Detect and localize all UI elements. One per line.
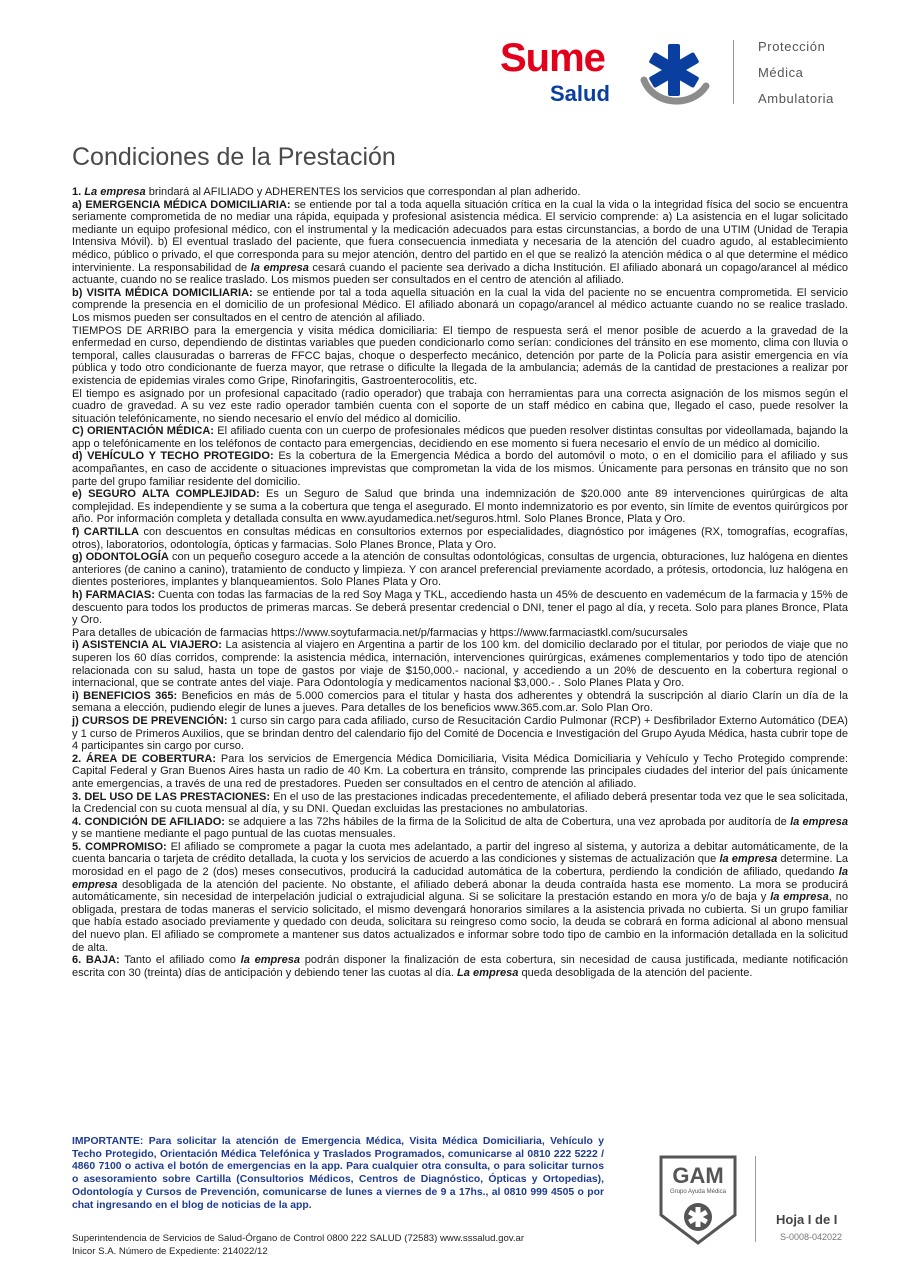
clause-paragraph (72, 639, 848, 689)
tagline-line-3: Ambulatoria (758, 91, 834, 106)
clause-text: con un pequeño coseguro accede a la atención de consultas odontológicas, consultas de urgencia, obturaciones, luz halógena en dientes anteriores (de canino a canino), tratamiento de conducto y limpieza. Y con arancel preferencial previamente acordado, a prótesis, ortodoncia, luz halógena en dientes posteriores, implantes y blanqueamientos. Solo Planes Plata y Oro. (72, 551, 848, 589)
clause-paragraph (72, 627, 848, 640)
clause-paragraph (72, 488, 848, 526)
gam-logo-subtitle: Grupo Ayuda Médica (670, 1189, 726, 1195)
expediente-line: Inicor S.A. Número de Expediente: 214022/12 (72, 1246, 268, 1257)
clause-paragraph (72, 425, 848, 450)
clause-heading: la empresa (72, 866, 848, 891)
clause-text: El afiliado se compromete a pagar la cuota mes adelantado, a partir del ingreso al sistema, y autoriza a debitar automáticamente, de la cuenta bancaria o tarjeta de crédito detallada, la cuota y los servicios de acuerdo a las condiciones y sistemas de actualización que (72, 840, 848, 866)
clause-heading: 3. DEL USO DE LAS PRESTACIONES: (72, 790, 271, 803)
conditions-body (72, 186, 848, 979)
gam-logo-name: GAM (672, 1163, 724, 1188)
clause-text: se entiende por tal a toda aquella situación en la cual la vida del paciente no se encuentra comprometida. El servicio comprende la presencia en el domicilio de un profesional Médico. El afiliado abonará un copago/arancel al médico actuante cuando no se realice traslado. Los mismos pueden ser consultados en el centro de atención al afiliado. (72, 286, 848, 324)
header-divider (733, 40, 734, 104)
clause-text: Es la cobertura de la Emergencia Médica a bordo del automóvil o moto, o en el domicilio para el afiliado y sus acompañantes, en caso de accidente o situaciones imprevistas que comprometan la vida de los mismos. Únicamente para personas en tránsito que no son parte del grupo familiar residente del domicilio. (72, 450, 848, 488)
clause-heading: e) SEGURO ALTA COMPLEJIDAD: (72, 488, 260, 501)
clause-text: con descuentos en consultas médicas en consultorios externos por especialidades, diagnóstico por imágenes (RX, tomografías, ecografías, otros), laboratorios, odontología, ópticas y farmacias. Solo Planes Bronce, Plata y Oro. (72, 526, 848, 551)
clause-paragraph (72, 954, 848, 979)
clause-text: podrán disponer la finalización de esta cobertura, sin necesidad de causa justificada, mediante notificación escrita con 30 (treinta) días de anticipación y debiendo tener las cuotas al día. (72, 954, 848, 979)
clause-paragraph (72, 287, 848, 325)
clause-text: se adquiere a las 72hs hábiles de la firma de la Solicitud de alta de Cobertura, una vez aprobada por auditoría de (224, 815, 791, 828)
important-notice: IMPORTANTE: Para solicitar la atención de Emergencia Médica, Visita Médica Domiciliaria, Vehículo y Techo Protegido, Orientación Médica Telefónica y Traslados Programados, comunicarse al 0810 222 5222 / 4860 7100 o activa el botón de emergencias en la app. Para cualquier otra consulta, o para solicitar turnos o asesoramiento sobre Cartilla (Consultorios Médicos, Centros de Diagnóstico, Ópticas y Ortopedias), Odontología y Cursos de Prevención, comunicarse de lunes a viernes de 9 a 17hs., al 0810 999 4505 o por chat ingresando en el blog de noticias de la app. (72, 1136, 604, 1211)
clause-text: desobligada de la atención del paciente. No obstante, el afiliado deberá abonar la deuda contraída hasta ese momento. La mora se producirá automáticamente, sin necesidad de interpelación judicial o extrajudicial alguna. Si se solicitare la prestación estando en mora y/o de baja y (72, 878, 848, 904)
clause-heading: i) ASISTENCIA AL VIAJERO: (72, 639, 222, 652)
clause-paragraph (72, 753, 848, 791)
footer-divider (755, 1156, 756, 1242)
clause-text: Es un Seguro de Salud que brinda una indemnización de $20.000 ante 89 intervenciones quirúrgicas de alta complejidad. Es independiente y se suma a la cobertura que tenga el asegurado. El monto indemnizatorio es por evento, sin límite de eventos quirúrgicos por año. Por información completa y detallada consulta en www.ayudamedica.net/seguros.html. Solo Planes Bronce, Plata y Oro. (72, 488, 849, 526)
clause-text: determine. La morosidad en el pago de 2 (dos) meses consecutivos, producirá la caducidad automática de la cobertura, perdiendo la condición de afiliado, quedando (72, 853, 848, 879)
clause-heading: C) ORIENTACIÓN MÉDICA: (72, 425, 214, 438)
clause-heading: a) EMERGENCIA MÉDICA DOMICILIARIA: (72, 198, 291, 211)
clause-paragraph (72, 715, 848, 753)
clause-heading: La empresa (457, 966, 519, 979)
star-of-life-icon (636, 40, 712, 108)
clause-paragraph (72, 186, 848, 199)
clause-text: Para los servicios de Emergencia Médica Domiciliaria, Visita Médica Domiciliaria y Vehículo y Techo Protegido comprende: Capital Federal y Gran Buenos Aires hasta un radio de 40 Km. La cobertura en tránsito, comprende las principales ciudades del interior del país únicamente ante emergencias, a través de una red de prestadores. Pueden ser consultados en el centro de atención al afiliado. (72, 752, 848, 790)
superintendencia-line: Superintendencia de Servicios de Salud-Órgano de Control 0800 222 SALUD (72583) www.sssalud.gov.ar (72, 1233, 525, 1244)
clause-text: 1 curso sin cargo para cada afiliado, curso de Resucitación Cardio Pulmonar (RCP) + Desfibrilador Externo Automático (DEA) y 1 curso de Primeros Auxilios, que se brindan dentro del calendario fijo del Comité de Docencia e Investigación del Grupo Ayuda Médica, hasta cubrir tope de 4 participantes sin cargo por curso. (72, 714, 848, 753)
clause-text: queda desobligada de la atención del paciente. (518, 966, 753, 979)
clause-text: El afiliado cuenta con un cuerpo de profesionales médicos que pueden resolver distintas consultas por videollamada, bajando la app o telefónicamente en los teléfonos de contacto para emergencias, decidiendo en ese momento si fuera necesario el envío de un médico al domicilio. (72, 425, 848, 450)
tagline-line-1: Protección (758, 39, 826, 54)
clause-heading: la empresa (790, 815, 848, 828)
clause-text: Beneficios en más de 5.000 comercios para el titular y hasta dos adherentes y obtendrá la suscripción al diario Clarín un día de la semana a elección, pudiendo elegir de lunes a jueves. Para detalles de los beneficios www.365.com.ar. Solo Plan Oro. (72, 689, 849, 715)
clause-paragraph (72, 690, 848, 715)
clause-paragraph (72, 551, 848, 589)
clause-paragraph (72, 325, 848, 388)
tagline-line-2: Médica (758, 65, 804, 80)
clause-text: En el uso de las prestaciones indicadas precedentemente, el afiliado deberá presentar toda vez que le sea solicitada, la Credencial con su cuota mensual al día, y su DNI. Quedan excluidas las prestaciones no ambulatorias. (72, 790, 848, 816)
clause-heading: La empresa (84, 186, 146, 198)
clause-heading: b) VISITA MÉDICA DOMICILIARIA: (72, 286, 253, 299)
page-number: Hoja I de I (776, 1212, 838, 1227)
clause-heading: 4. CONDICIÓN DE AFILIADO: (72, 815, 225, 828)
clause-heading: h) FARMACIAS: (72, 589, 155, 601)
clause-heading: la empresa (719, 853, 778, 866)
clause-heading: 2. ÁREA DE COBERTURA: (72, 752, 217, 765)
clause-text: se entiende por tal a toda aquella situación crítica en la cual la vida o la integridad física del socio se encuentra seriamente comprometida de no mediar una rápida, equipada y profesional asistencia médica. El servicio comprende: a) La asistencia en el lugar solicitado mediante un equipo profesional médico, con el instrumental y la medicación adecuados para estas circunstancias, a bordo de una UTIM (Unidad de Terapia Intensiva Móvil). b) El eventual traslado del paciente, que fuera consecuencia inmediata y necesaria de la atención del cuadro agudo, al establecimiento médico, público o privado, el que corresponda para su mejor atención, dentro del partido en el que se realizó la atención médica o al que determine el médico interviniente. La responsabilidad de (72, 198, 848, 274)
clause-heading: g) ODONTOLOGÍA (72, 551, 169, 564)
clause-paragraph (72, 841, 848, 954)
clause-heading: d) VEHÍCULO Y TECHO PROTEGIDO: (72, 450, 274, 463)
clause-text: Cuenta con todas las farmacias de la red Soy Maga y TKL, accediendo hasta un 45% de descuento en vademécum de la farmacia y 15% de descuento para todos los productos de primeras marcas. Se deberá presentar credencial o DNI, tener el pago al día, y receta. Solo para planes Bronce, Plata y Oro. (72, 589, 848, 627)
clause-text: Para detalles de ubicación de farmacias https://www.soytufarmacia.net/p/farmacias y https://www.farmaciastkl.com/sucursales (72, 626, 688, 639)
clause-text: y se mantiene mediante el pago puntual de las cuotas mensuales. (72, 828, 396, 841)
clause-text: TIEMPOS DE ARRIBO para la emergencia y visita médica domiciliaria: El tiempo de respuesta será el menor posible de acuerdo a la gravedad de la enfermedad en curso, dependiendo de distintas variables que pueden condicionarlo como serían: condiciones del tránsito en ese momento, clima con lluvia o temporal, calles clausuradas o barreras de FFCC bajas, choque o desperfecto mecánico, detención por parte de la Policía para asistir emergencia en vía pública y todo otro condicionante de fuerza mayor, que retrase o dificulte la llegada de la ambulancia; además de la cantidad de prestaciones a realizar por existencia de epidemias virales como Gripe, Rinofaringitis, Gastroenterocolitis, etc. (72, 324, 848, 387)
clause-paragraph (72, 589, 848, 627)
gam-logo (657, 1153, 739, 1247)
clause-paragraph (72, 526, 848, 551)
brand-name-bottom: Salud (550, 81, 610, 106)
clause-text: brindará al AFILIADO y ADHERENTES los servicios que correspondan al plan adherido. (145, 186, 581, 198)
clause-paragraph (72, 816, 848, 841)
clause-heading: 6. BAJA: (72, 954, 120, 967)
clause-heading: 5. COMPROMISO: (72, 840, 167, 853)
document-code: S-0008-042022 (780, 1232, 843, 1242)
clause-heading: la empresa (770, 891, 829, 904)
clause-heading: la empresa (250, 261, 309, 274)
page-title: Condiciones de la Prestación (72, 143, 396, 171)
clause-text: cesará cuando el paciente sea derivado a dicha Institución. El afiliado abonará un copago/arancel al médico actuante, cuando no se realice traslado. Los mismos pueden ser consultados en el centro de atención al afiliado. (72, 261, 849, 287)
clause-text: , no obligada, prestara de todas maneras el servicio solicitado, el mismo devengará honorarios similares a la asistencia privada no cubierta. Si un grupo familiar que había estado asociado previamente y quedado con deuda, solicitara su reingreso como socio, la deuda se cobrará en forma adicional al abono mensual del nuevo plan. El afiliado se compromete a mantener sus datos actualizados e informar sobre todo tipo de cambio en la información detallada en la solicitud de alta. (72, 891, 848, 954)
clause-heading: 1. (72, 186, 85, 198)
clause-text: Tanto el afiliado como (119, 954, 241, 967)
clause-text: La asistencia al viajero en Argentina a partir de los 100 km. del domicilio declarado por el titular, por periodos de viaje que no superen los 60 días corridos, comprende: la asistencia médica, internación, intervenciones quirúrgicas, exámenes complementarios y todo tipo de atención relacionada con su salud, hasta un tope de gastos por viaje de $150,000.- nacional, y accediendo a un 20% de descuento en la cobertura regional o internacional, que se contrate antes del viaje. Para Odontología y medicamentos nacional $3,000.- . Solo Planes Plata y Oro. (72, 639, 848, 690)
clause-paragraph (72, 450, 848, 488)
clause-heading: j) CURSOS DE PREVENCIÓN: (72, 714, 228, 727)
brand-name-top: Sume (500, 36, 605, 80)
clause-paragraph (72, 199, 848, 287)
clause-paragraph (72, 791, 848, 816)
clause-paragraph (72, 388, 848, 426)
clause-text: El tiempo es asignado por un profesional capacitado (radio operador) que trabaja con herramientas para una correcta asignación de los mismos según el cuadro de gravedad. A su vez este radio operador también cuenta con el soporte de un staff médico en cabina que, llegado el caso, puede resolver la situación telefónicamente, no siendo necesario el envío del médico al domicilio. (72, 387, 848, 425)
clause-heading: i) BENEFICIOS 365: (72, 689, 178, 702)
clause-heading: la empresa (240, 954, 301, 967)
clause-heading: f) CARTILLA (72, 526, 140, 539)
